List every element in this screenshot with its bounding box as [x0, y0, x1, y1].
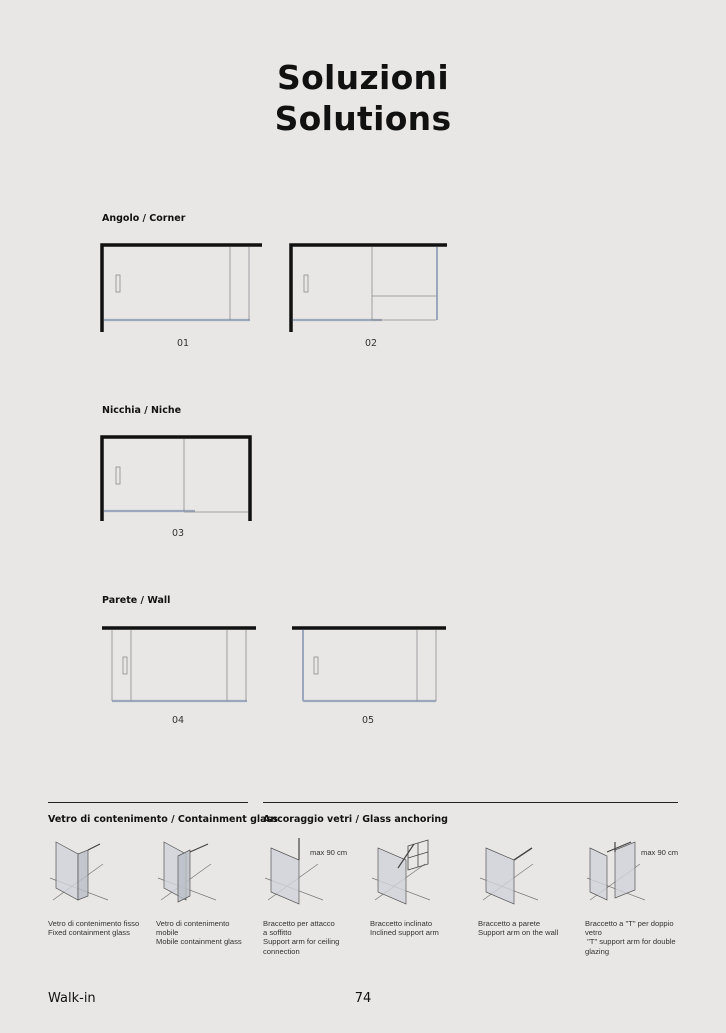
footer-brand: Walk-in	[48, 991, 96, 1006]
plan-number-05: 05	[361, 715, 375, 726]
caption-mobile-containment-glass: Vetro di contenimento mobile Mobile containment glass	[156, 919, 242, 947]
plan-01	[100, 242, 265, 337]
caption-ceiling-support-arm: Braccetto per attacco a soffitto Support arm for ceiling connection	[263, 919, 340, 956]
page-title-it: Soluzioni	[277, 58, 449, 97]
plan-number-02: 02	[364, 338, 378, 349]
section-title-containment: Vetro di contenimento / Containment glass	[48, 814, 278, 825]
plan-number-03: 03	[171, 528, 185, 539]
max-label-t-arm: max 90 cm	[641, 848, 679, 857]
inclined-support-arm-illustration	[370, 838, 440, 908]
max-label-ceiling-arm: max 90 cm	[310, 848, 348, 857]
section-title-corner: Angolo / Corner	[102, 213, 186, 224]
plan-04	[100, 625, 260, 707]
section-title-niche: Nicchia / Niche	[102, 405, 182, 416]
plan-02	[288, 242, 453, 337]
caption-wall-support-arm: Braccetto a parete Support arm on the wall	[478, 919, 559, 938]
section-title-wall: Parete / Wall	[102, 595, 171, 606]
plan-number-01: 01	[176, 338, 190, 349]
caption-t-support-arm: Braccetto a "T" per doppio vetro "T" support arm for double glazing	[585, 919, 676, 956]
page-title-en: Solutions	[274, 99, 452, 138]
plan-03	[100, 435, 255, 525]
divider-anchoring	[263, 802, 678, 803]
wall-support-arm-illustration	[478, 838, 548, 908]
fixed-containment-glass-illustration	[48, 838, 118, 908]
mobile-containment-glass-illustration	[156, 838, 226, 908]
page-number: 74	[354, 991, 372, 1006]
caption-fixed-containment-glass: Vetro di contenimento fisso Fixed containment glass	[48, 919, 140, 938]
plan-number-04: 04	[171, 715, 185, 726]
section-title-anchoring: Ancoraggio vetri / Glass anchoring	[263, 814, 448, 825]
plan-05	[290, 625, 450, 707]
caption-inclined-support-arm: Braccetto inclinato Inclined support arm	[370, 919, 439, 938]
divider-containment	[48, 802, 248, 803]
